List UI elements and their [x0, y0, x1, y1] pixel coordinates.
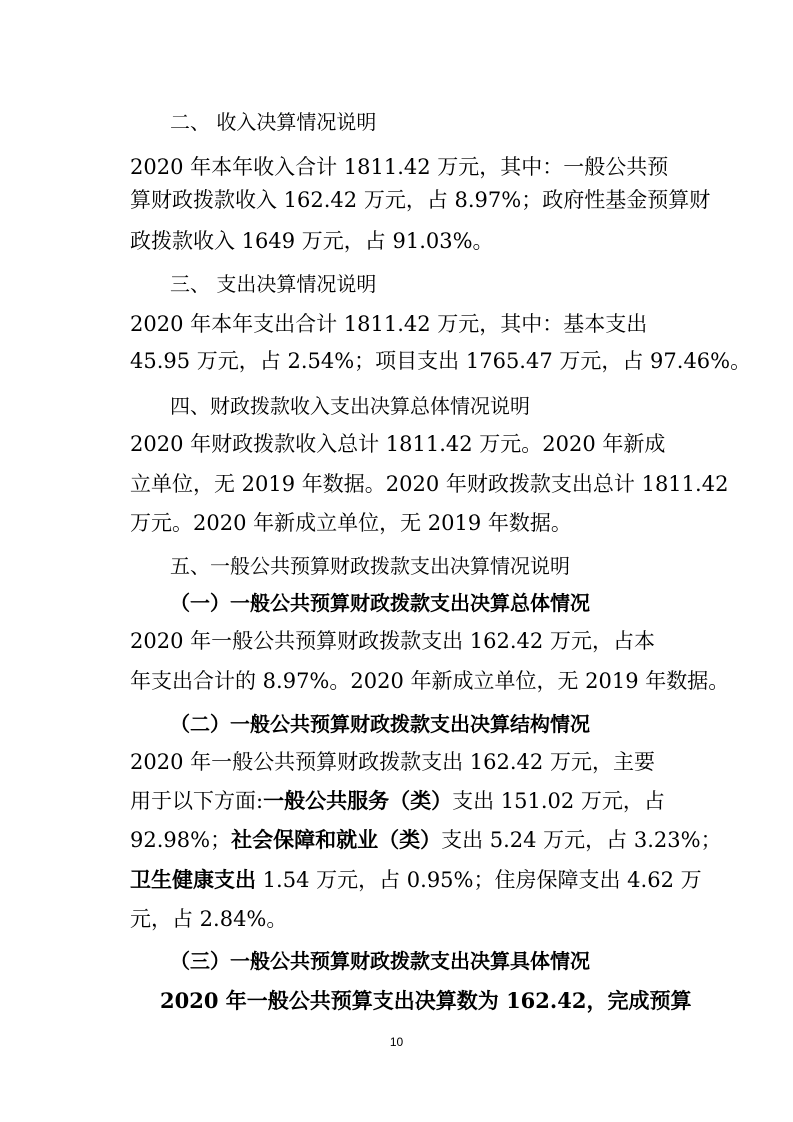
text-run: 用于以下方面: — [130, 789, 264, 813]
paragraph-line-bold: 2020 年一般公共预算支出决算数为 162.42，完成预算 — [160, 988, 692, 1013]
paragraph-line — [0, 826, 793, 854]
paragraph-line: 年支出合计的 8.97%。2020 年新成立单位，无 2019 年数据。 — [130, 669, 730, 693]
section-heading-general-budget: 五、一般公共预算财政拨款支出决算情况说明 — [170, 554, 570, 578]
paragraph-line — [0, 866, 793, 894]
subsection-heading-structure: （二）一般公共预算财政拨款支出决算结构情况 — [170, 712, 590, 736]
section-heading-expenditure: 三、 支出决算情况说明 — [170, 272, 377, 296]
text-run: 支出 151.02 万元，占 — [452, 789, 665, 813]
paragraph-line: 元，占 2.84%。 — [130, 907, 288, 931]
subsection-heading-overall: （一）一般公共预算财政拨款支出决算总体情况 — [170, 591, 590, 615]
paragraph-line: 45.95 万元，占 2.54%；项目支出 1765.47 万元，占 97.46%。 — [130, 349, 752, 373]
paragraph-line: 2020 年财政拨款收入总计 1811.42 万元。2020 年新成 — [130, 432, 666, 456]
paragraph-line: 2020 年一般公共预算财政拨款支出 162.42 万元，主要 — [130, 750, 655, 774]
paragraph-line: 2020 年本年支出合计 1811.42 万元，其中：基本支出 — [130, 312, 648, 336]
paragraph-line: 万元。2020 年新成立单位，无 2019 年数据。 — [130, 511, 572, 535]
bold-category: 一般公共服务（类） — [263, 788, 453, 813]
paragraph-line: 2020 年本年收入合计 1811.42 万元，其中：一般公共预 — [130, 155, 669, 179]
page-number: 10 — [389, 1035, 404, 1049]
paragraph-line: 立单位，无 2019 年数据。2020 年财政拨款支出总计 1811.42 — [130, 472, 729, 496]
text-run: 92.98%； — [130, 828, 232, 852]
paragraph-line: 2020 年一般公共预算财政拨款支出 162.42 万元，占本 — [130, 629, 655, 653]
text-run: 支出 5.24 万元，占 3.23%； — [441, 828, 722, 852]
paragraph-line: 政拨款收入 1649 万元，占 91.03%。 — [130, 229, 494, 253]
paragraph-line: 算财政拨款收入 162.42 万元，占 8.97%；政府性基金预算财 — [130, 188, 711, 212]
subsection-heading-detail: （三）一般公共预算财政拨款支出决算具体情况 — [170, 949, 590, 973]
bold-category: 卫生健康支出 — [130, 867, 256, 892]
section-heading-fiscal-overview: 四、财政拨款收入支出决算总体情况说明 — [170, 394, 530, 418]
section-heading-income: 二、 收入决算情况说明 — [170, 110, 377, 134]
paragraph-line — [0, 787, 793, 815]
bold-category: 社会保障和就业（类） — [231, 827, 442, 852]
text-run: 1.54 万元，占 0.95%；住房保障支出 4.62 万 — [256, 868, 702, 892]
